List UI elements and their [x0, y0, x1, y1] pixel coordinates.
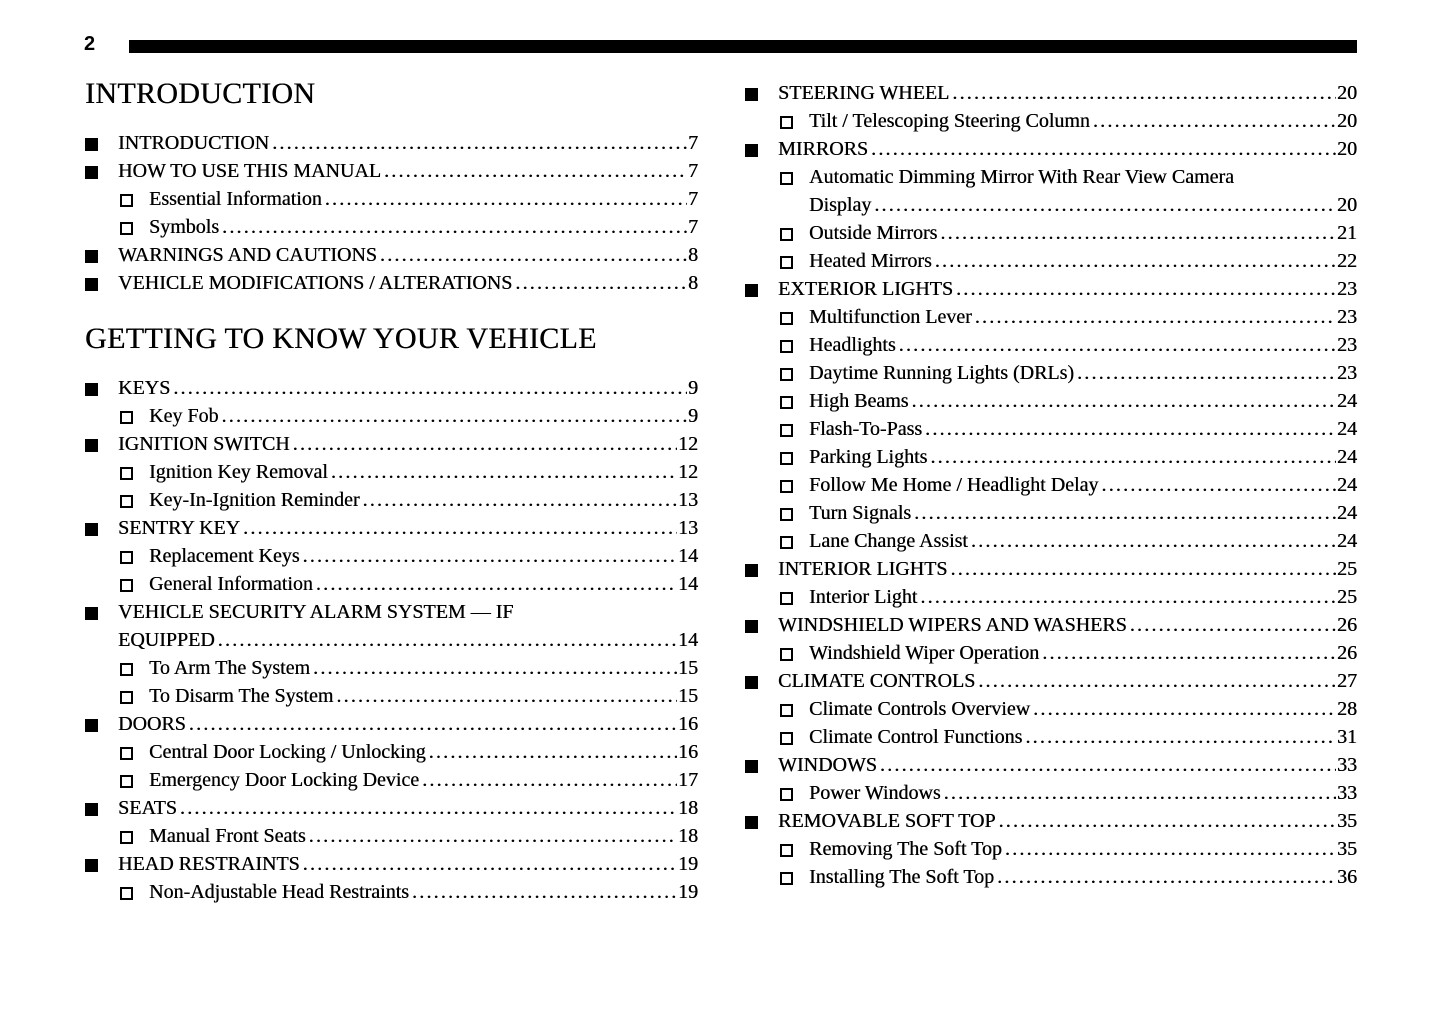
toc-entry[interactable]: [85, 878, 698, 906]
toc-entry[interactable]: [85, 157, 698, 185]
outline-square-bullet: [780, 312, 793, 325]
toc-entry-label: Manual Front Seats: [149, 825, 306, 847]
toc-entry-label: Outside Mirrors: [809, 222, 938, 244]
dot-leader: [956, 275, 1336, 303]
toc-entry-label: Non-Adjustable Head Restraints: [149, 881, 409, 903]
toc-entry-label: HEAD RESTRAINTS: [118, 853, 300, 875]
outline-square-bullet: [120, 467, 133, 480]
toc-column-left: [85, 78, 698, 906]
toc-entry[interactable]: [85, 682, 698, 710]
page-ref: 19: [678, 853, 698, 875]
dot-leader: [313, 654, 677, 682]
filled-square-bullet: [85, 383, 98, 396]
outline-square-bullet: [780, 256, 793, 269]
page-ref: 13: [678, 517, 698, 539]
toc-entry-label: WINDOWS: [778, 754, 877, 776]
dot-leader: [221, 402, 687, 430]
dot-leader: [914, 499, 1336, 527]
toc-entry-label: Key Fob: [149, 405, 219, 427]
page-ref: 23: [1337, 306, 1357, 328]
toc-entry-label: IGNITION SWITCH: [118, 433, 290, 455]
dot-leader: [920, 583, 1336, 611]
page-ref: 20: [1337, 82, 1357, 104]
filled-square-bullet: [745, 760, 758, 773]
page-ref: 16: [678, 713, 698, 735]
toc-entry[interactable]: [745, 863, 1357, 891]
toc-entry-label: Replacement Keys: [149, 545, 300, 567]
toc-entry-label: INTRODUCTION: [118, 132, 270, 154]
toc-entry[interactable]: [745, 275, 1357, 303]
dot-leader: [293, 430, 677, 458]
toc-entry[interactable]: [745, 611, 1357, 639]
page-ref: 20: [1337, 110, 1357, 132]
dot-leader: [997, 863, 1336, 891]
page-ref: 24: [1337, 446, 1357, 468]
dot-leader: [380, 241, 687, 269]
dot-leader: [243, 514, 677, 542]
page-ref: 20: [1337, 138, 1357, 160]
toc-entry[interactable]: [745, 303, 1357, 331]
outline-square-bullet: [780, 648, 793, 661]
outline-square-bullet: [780, 732, 793, 745]
outline-square-bullet: [120, 775, 133, 788]
outline-square-bullet: [780, 396, 793, 409]
dot-leader: [952, 79, 1336, 107]
outline-square-bullet: [780, 788, 793, 801]
dot-leader: [1033, 695, 1336, 723]
page-ref: 27: [1337, 670, 1357, 692]
dot-leader: [303, 850, 677, 878]
toc-entry-label: REMOVABLE SOFT TOP: [778, 810, 996, 832]
toc-entry[interactable]: [745, 751, 1357, 779]
toc-entry[interactable]: [85, 654, 698, 682]
page-ref: 36: [1337, 866, 1357, 888]
page-ref: 18: [678, 825, 698, 847]
outline-square-bullet: [780, 368, 793, 381]
outline-square-bullet: [120, 551, 133, 564]
toc-entry[interactable]: [85, 458, 698, 486]
outline-square-bullet: [120, 747, 133, 760]
page-ref: 14: [678, 545, 698, 567]
page-number: 2: [84, 33, 96, 55]
toc-entry-label: Lane Change Assist: [809, 530, 968, 552]
page-ref: 7: [688, 188, 698, 210]
page-ref: 33: [1337, 782, 1357, 804]
page-ref: 23: [1337, 362, 1357, 384]
page-ref: 31: [1337, 726, 1357, 748]
toc-entry-label: Headlights: [809, 334, 896, 356]
page-ref: 25: [1337, 558, 1357, 580]
toc-entry-label: Display: [809, 194, 872, 216]
page-ref: 8: [688, 272, 698, 294]
toc-entry-label: Windshield Wiper Operation: [809, 642, 1040, 664]
toc-entry[interactable]: [745, 723, 1357, 751]
page-ref: 15: [678, 685, 698, 707]
toc-entry-label: SEATS: [118, 797, 177, 819]
page-ref: 22: [1337, 250, 1357, 272]
dot-leader: [515, 269, 687, 297]
toc-entry[interactable]: [85, 514, 698, 542]
toc-entry[interactable]: [85, 269, 698, 297]
header-rule: [129, 40, 1357, 53]
toc-entry[interactable]: [85, 766, 698, 794]
dot-leader: [975, 303, 1336, 331]
dot-leader: [930, 443, 1336, 471]
dot-leader: [1005, 835, 1336, 863]
outline-square-bullet: [780, 452, 793, 465]
page-ref: 33: [1337, 754, 1357, 776]
toc-entry-label: Installing The Soft Top: [809, 866, 995, 888]
toc-entry-label: Key-In-Ignition Reminder: [149, 489, 360, 511]
toc-entry-label: Turn Signals: [809, 502, 912, 524]
toc-entry-label: MIRRORS: [778, 138, 869, 160]
toc-entry-label: To Disarm The System: [149, 685, 334, 707]
dot-leader: [272, 129, 687, 157]
toc-entry[interactable]: [85, 486, 698, 514]
toc-entry[interactable]: [745, 331, 1357, 359]
filled-square-bullet: [745, 144, 758, 157]
toc-entry-label: Power Windows: [809, 782, 941, 804]
page-ref: 23: [1337, 334, 1357, 356]
dot-leader: [899, 331, 1336, 359]
filled-square-bullet: [85, 278, 98, 291]
toc-entry-label: Parking Lights: [809, 446, 928, 468]
toc-entry[interactable]: [85, 542, 698, 570]
outline-square-bullet: [120, 222, 133, 235]
toc-entry-label: SENTRY KEY: [118, 517, 241, 539]
toc-entry[interactable]: [85, 570, 698, 598]
dot-leader: [925, 415, 1336, 443]
toc-entry[interactable]: [85, 402, 698, 430]
outline-square-bullet: [780, 872, 793, 885]
dot-leader: [316, 570, 677, 598]
dot-leader: [935, 247, 1336, 275]
dot-leader: [978, 667, 1336, 695]
page-ref: 18: [678, 797, 698, 819]
outline-square-bullet: [120, 887, 133, 900]
page-ref: 14: [678, 629, 698, 651]
toc-entry-label: Tilt / Telescoping Steering Column: [809, 110, 1090, 132]
outline-square-bullet: [120, 579, 133, 592]
dot-leader: [189, 710, 677, 738]
toc-entry[interactable]: [745, 555, 1357, 583]
filled-square-bullet: [85, 803, 98, 816]
page-ref: 35: [1337, 810, 1357, 832]
toc-entry[interactable]: [745, 807, 1357, 835]
toc-entry[interactable]: [745, 387, 1357, 415]
page-ref: 24: [1337, 390, 1357, 412]
outline-square-bullet: [120, 194, 133, 207]
toc-entry-label: Climate Control Functions: [809, 726, 1023, 748]
toc-entry-continuation[interactable]: [745, 191, 1357, 219]
page-ref: 7: [688, 132, 698, 154]
toc-entry-label: Interior Light: [809, 586, 918, 608]
outline-square-bullet: [780, 592, 793, 605]
toc-entry[interactable]: [745, 779, 1357, 807]
page-ref: 20: [1337, 194, 1357, 216]
toc-entry-label: DOORS: [118, 713, 186, 735]
page-ref: 19: [678, 881, 698, 903]
outline-square-bullet: [780, 116, 793, 129]
page-ref: 9: [688, 377, 698, 399]
toc-entry-label: Removing The Soft Top: [809, 838, 1002, 860]
outline-square-bullet: [780, 424, 793, 437]
outline-square-bullet: [780, 480, 793, 493]
toc-entry[interactable]: [745, 527, 1357, 555]
filled-square-bullet: [85, 859, 98, 872]
toc-entry[interactable]: [85, 185, 698, 213]
page-ref: 13: [678, 489, 698, 511]
dot-leader: [880, 751, 1336, 779]
filled-square-bullet: [745, 676, 758, 689]
toc-entry[interactable]: [85, 794, 698, 822]
dot-leader: [944, 779, 1336, 807]
page-ref: 24: [1337, 474, 1357, 496]
toc-entry-label: EQUIPPED: [118, 629, 215, 651]
outline-square-bullet: [780, 340, 793, 353]
dot-leader: [325, 185, 687, 213]
filled-square-bullet: [745, 816, 758, 829]
toc-entry[interactable]: [745, 415, 1357, 443]
toc-entry-label: CLIMATE CONTROLS: [778, 670, 976, 692]
page-ref: 24: [1337, 530, 1357, 552]
outline-square-bullet: [120, 831, 133, 844]
toc-entry[interactable]: [745, 695, 1357, 723]
toc-entry[interactable]: [745, 79, 1357, 107]
toc-entry-label: STEERING WHEEL: [778, 82, 950, 104]
dot-leader: [222, 213, 687, 241]
toc-entry[interactable]: [745, 163, 1357, 191]
filled-square-bullet: [85, 166, 98, 179]
dot-leader: [874, 191, 1336, 219]
toc-entry-label: High Beams: [809, 390, 909, 412]
filled-square-bullet: [85, 719, 98, 732]
toc-entry-label: KEYS: [118, 377, 171, 399]
page-ref: 24: [1337, 502, 1357, 524]
dot-leader: [218, 626, 677, 654]
dot-leader: [412, 878, 677, 906]
dot-leader: [429, 738, 677, 766]
dot-leader: [422, 766, 677, 794]
page-ref: 9: [688, 405, 698, 427]
dot-leader: [1042, 639, 1336, 667]
toc-entry-label: Daytime Running Lights (DRLs): [809, 362, 1074, 384]
outline-square-bullet: [780, 704, 793, 717]
toc-entry[interactable]: [745, 107, 1357, 135]
toc-entry-label: To Arm The System: [149, 657, 311, 679]
toc-entry-label: Central Door Locking / Unlocking: [149, 741, 426, 763]
section-heading: INTRODUCTION: [85, 77, 316, 110]
dot-leader: [384, 157, 687, 185]
dot-leader: [1101, 471, 1336, 499]
page-ref: 24: [1337, 418, 1357, 440]
dot-leader: [940, 219, 1336, 247]
toc-entry[interactable]: [85, 374, 698, 402]
toc-entry[interactable]: [745, 247, 1357, 275]
dot-leader: [173, 374, 687, 402]
page-ref: 21: [1337, 222, 1357, 244]
toc-entry-label: Essential Information: [149, 188, 322, 210]
outline-square-bullet: [780, 508, 793, 521]
page-ref: 26: [1337, 642, 1357, 664]
toc-entry[interactable]: [745, 583, 1357, 611]
dot-leader: [950, 555, 1336, 583]
page-ref: 15: [678, 657, 698, 679]
page-ref: 16: [678, 741, 698, 763]
dot-leader: [971, 527, 1336, 555]
toc-entry[interactable]: [745, 359, 1357, 387]
toc-entry-label: HOW TO USE THIS MANUAL: [118, 160, 381, 182]
page-ref: 28: [1337, 698, 1357, 720]
outline-square-bullet: [120, 411, 133, 424]
section-heading: GETTING TO KNOW YOUR VEHICLE: [85, 322, 597, 355]
toc-entry[interactable]: [745, 835, 1357, 863]
toc-entry-label: WINDSHIELD WIPERS AND WASHERS: [778, 614, 1127, 636]
toc-entry[interactable]: [745, 639, 1357, 667]
toc-entry[interactable]: [85, 430, 698, 458]
outline-square-bullet: [780, 172, 793, 185]
filled-square-bullet: [85, 607, 98, 620]
page-ref: 12: [678, 461, 698, 483]
toc-entry-label: Climate Controls Overview: [809, 698, 1031, 720]
dot-leader: [1025, 723, 1336, 751]
toc-entry[interactable]: [745, 499, 1357, 527]
toc-entry-label: General Information: [149, 573, 313, 595]
toc-entry[interactable]: [85, 213, 698, 241]
toc-entry[interactable]: [745, 471, 1357, 499]
toc-entry[interactable]: [85, 598, 698, 626]
outline-square-bullet: [120, 495, 133, 508]
toc-entry-label: Symbols: [149, 216, 220, 238]
toc-entry-label: Emergency Door Locking Device: [149, 769, 420, 791]
dot-leader: [1093, 107, 1336, 135]
dot-leader: [1077, 359, 1336, 387]
toc-entry-label: WARNINGS AND CAUTIONS: [118, 244, 377, 266]
toc-entry-label: Heated Mirrors: [809, 250, 932, 272]
filled-square-bullet: [85, 523, 98, 536]
toc-entry[interactable]: [85, 850, 698, 878]
filled-square-bullet: [85, 439, 98, 452]
filled-square-bullet: [745, 284, 758, 297]
toc-entry[interactable]: [85, 822, 698, 850]
filled-square-bullet: [745, 564, 758, 577]
toc-entry[interactable]: [85, 710, 698, 738]
dot-leader: [180, 794, 677, 822]
toc-column-right: [745, 79, 1357, 891]
dot-leader: [331, 458, 677, 486]
page-ref: 12: [678, 433, 698, 455]
toc-entry[interactable]: [745, 443, 1357, 471]
page-ref: 26: [1337, 614, 1357, 636]
outline-square-bullet: [120, 691, 133, 704]
toc-entry-label: Multifunction Lever: [809, 306, 972, 328]
dot-leader: [336, 682, 677, 710]
filled-square-bullet: [85, 250, 98, 263]
filled-square-bullet: [85, 138, 98, 151]
outline-square-bullet: [780, 844, 793, 857]
dot-leader: [1130, 611, 1336, 639]
toc-entry[interactable]: [745, 219, 1357, 247]
toc-entry[interactable]: [745, 135, 1357, 163]
toc-entry-label: VEHICLE SECURITY ALARM SYSTEM — IF: [118, 601, 514, 623]
page-ref: 25: [1337, 586, 1357, 608]
page-ref: 7: [688, 216, 698, 238]
page-ref: 17: [678, 769, 698, 791]
dot-leader: [309, 822, 677, 850]
outline-square-bullet: [780, 536, 793, 549]
page-ref: 14: [678, 573, 698, 595]
toc-entry-label: Flash-To-Pass: [809, 418, 923, 440]
toc-entry-continuation[interactable]: [85, 626, 698, 654]
toc-entry-label: Automatic Dimming Mirror With Rear View Camera: [809, 166, 1234, 188]
toc-entry[interactable]: [85, 241, 698, 269]
dot-leader: [871, 135, 1336, 163]
outline-square-bullet: [120, 663, 133, 676]
toc-entry-label: INTERIOR LIGHTS: [778, 558, 948, 580]
page-ref: 23: [1337, 278, 1357, 300]
dot-leader: [303, 542, 678, 570]
toc-entry-label: Follow Me Home / Headlight Delay: [809, 474, 1099, 496]
filled-square-bullet: [745, 620, 758, 633]
dot-leader: [998, 807, 1336, 835]
outline-square-bullet: [780, 228, 793, 241]
toc-entry[interactable]: [85, 738, 698, 766]
page-ref: 35: [1337, 838, 1357, 860]
dot-leader: [363, 486, 678, 514]
filled-square-bullet: [745, 88, 758, 101]
toc-entry[interactable]: [85, 129, 698, 157]
page-ref: 7: [688, 160, 698, 182]
toc-entry-label: Ignition Key Removal: [149, 461, 328, 483]
toc-entry-label: EXTERIOR LIGHTS: [778, 278, 953, 300]
toc-entry[interactable]: [745, 667, 1357, 695]
page-ref: 8: [688, 244, 698, 266]
dot-leader: [911, 387, 1336, 415]
toc-entry-label: VEHICLE MODIFICATIONS / ALTERATIONS: [118, 272, 513, 294]
